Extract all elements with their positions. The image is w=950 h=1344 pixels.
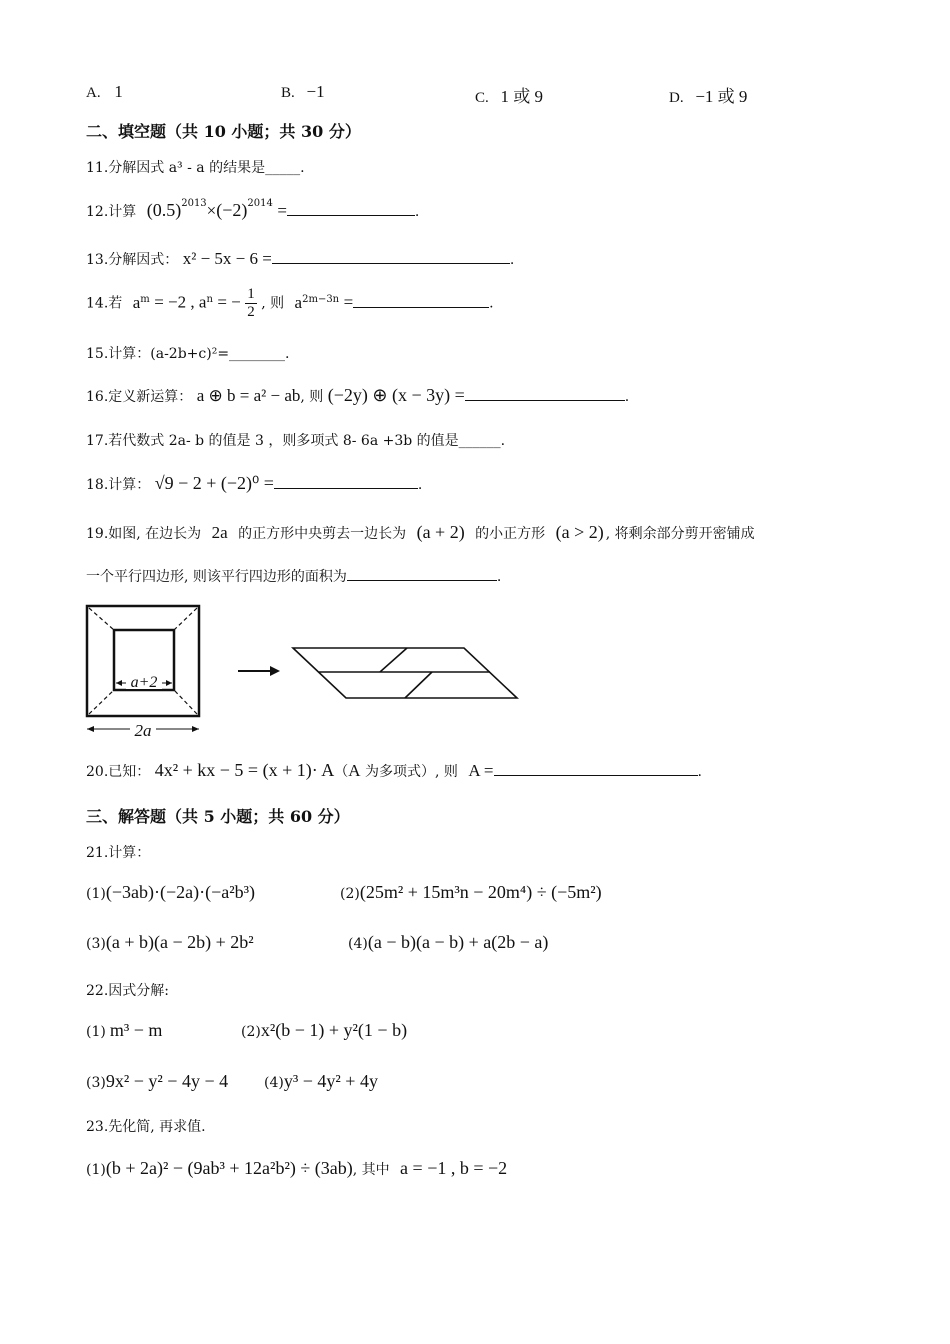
q20-note2: A <box>348 761 361 780</box>
q19-line2: 一个平行四边形, 则该平行四边形的面积为 . <box>86 566 501 586</box>
section3-title: 三、解答题（共 5 小题；共 60 分） <box>86 807 350 826</box>
q21-title: 21.计算： <box>86 845 151 861</box>
option-b-value: −1 <box>306 82 325 101</box>
parallelogram-cut-bottom <box>405 672 432 698</box>
q14-exp-m: m <box>140 293 150 305</box>
option-c-label: C. <box>475 90 489 106</box>
q12-exp2: 2014 <box>247 198 273 209</box>
section2-title: 二、填空题（共 10 小题；共 30 分） <box>86 122 361 141</box>
q14-mid: , 则 <box>261 295 285 312</box>
q19-figure <box>80 598 530 740</box>
q16-prefix: 16.定义新运算： <box>86 389 193 405</box>
inner-label: a+2 <box>130 674 158 691</box>
q21-p1-label: (1) <box>86 886 106 902</box>
q14-exp-2m3n: 2m−3n <box>302 293 340 305</box>
q22-p4-expr: y³ − 4y² + 4y <box>283 1071 378 1091</box>
q18-prefix: 18.计算： <box>86 477 151 493</box>
q19-square-figure <box>87 606 199 740</box>
q13-expr: x² − 5x − 6 = <box>182 249 272 268</box>
q12-base1: (0.5) <box>146 200 182 220</box>
q20-expr: 4x² + kx − 5 = (x + 1)· A <box>154 760 335 780</box>
q22-p2-label: (2) <box>241 1024 261 1040</box>
option-a <box>86 82 123 102</box>
q21-p4-label: (4) <box>348 936 368 952</box>
cut-line-bl <box>89 690 114 714</box>
q12-base2: (−2) <box>216 200 248 220</box>
q22-p1-label: (1) <box>86 1024 106 1040</box>
option-d-label: D. <box>669 90 684 106</box>
q14-frac-num: 1 <box>247 286 255 302</box>
q23-p1 <box>86 1158 507 1179</box>
q12-eq: = <box>277 201 287 220</box>
q20-ans: A = <box>468 761 494 780</box>
q19-parallelogram <box>293 648 517 698</box>
q12-exp1: 2013 <box>181 198 207 209</box>
q13-blank <box>272 249 510 264</box>
q22-p3 <box>86 1071 228 1092</box>
q19-line1g: , 将剩余部分剪开密铺成 <box>605 526 755 542</box>
q20-prefix: 20.已知： <box>86 764 151 780</box>
option-c <box>475 82 543 107</box>
q21-p1 <box>86 882 255 903</box>
q14-fraction <box>245 286 257 321</box>
cut-line-tl <box>89 608 114 630</box>
q12-times: × <box>206 201 217 220</box>
q12: 12.计算 $(0.5)^{2013}\times(-2)^{2014}$ = . <box>86 198 420 220</box>
q19-blank <box>347 566 497 581</box>
q18-expr: √9 − 2 + (−2)⁰ = <box>154 473 274 493</box>
q16-def: a ⊕ b = a² − ab <box>196 386 301 405</box>
q11: 11.分解因式 a³ - a 的结果是_____. <box>86 160 305 176</box>
q14: 14.若 $a^m = -2$ , $a^n$ = − $\frac{1}{2}$ , 则 $a^{2m-3n}$ = . <box>86 286 494 320</box>
parallelogram-outline <box>293 648 517 698</box>
q14-exp-n: n <box>206 293 213 305</box>
outer-label: 2a <box>134 721 152 740</box>
q14-a1: a <box>132 292 141 312</box>
q14-eq1: = −2 , a <box>154 292 207 312</box>
q19-arrow <box>238 666 280 676</box>
option-b <box>281 82 325 102</box>
q23-title: 23.先化简, 再求值. <box>86 1119 206 1135</box>
q18: 18.计算： √9 − 2 + (−2)⁰ = . <box>86 473 423 493</box>
q20-note3: 为多项式）, 则 <box>360 764 458 780</box>
q21-p3-label: (3) <box>86 936 106 952</box>
q19-line1 <box>86 522 755 543</box>
q22-p2 <box>241 1020 407 1041</box>
q17: 17.若代数式 2a- b 的值是 3 ，则多项式 8- 6a +3b 的值是______. <box>86 433 506 449</box>
cut-line-br <box>174 690 197 714</box>
q19-line1c: 的正方形中央剪去一边长为 <box>238 526 407 542</box>
q12-prefix: 12.计算 <box>86 204 137 220</box>
parallelogram-cut-top <box>380 648 407 672</box>
q16-blank <box>465 386 625 401</box>
q22-p2-expr: x²(b − 1) + y²(1 − b) <box>260 1020 408 1040</box>
q22-p1-expr: m³ − m <box>109 1020 163 1040</box>
q15: 15.计算：(a-2b+c)²=________. <box>86 346 290 362</box>
option-d-value: −1 或 9 <box>695 87 748 106</box>
q14-frac-den: 2 <box>247 304 255 320</box>
q23-p1-expr: (b + 2a)² − (9ab³ + 12a²b²) ÷ (3ab) <box>105 1158 353 1178</box>
q22-title: 22.因式分解: <box>86 983 169 999</box>
q21-p2-expr: (25m² + 15m³n − 20m⁴) ÷ (−5m²) <box>359 882 602 902</box>
q22-p4-label: (4) <box>264 1075 284 1091</box>
option-c-value: 1 或 9 <box>500 87 544 106</box>
q21-p4-expr: (a − b)(a − b) + a(2b − a) <box>367 932 549 952</box>
q23-cond: , 其中 <box>352 1162 390 1178</box>
q16-expr: (−2y) ⊕ (x − 3y) = <box>327 385 465 405</box>
q21-p3-expr: (a + b)(a − 2b) + 2b² <box>105 932 254 952</box>
q20-blank <box>494 761 698 776</box>
q21-p1-expr: (−3ab)·(−2a)·(−a²b³) <box>105 882 256 902</box>
q19-line1d: (a + 2) <box>416 522 465 542</box>
q19-line1e: 的小正方形 <box>475 526 546 542</box>
q22-p3-expr: 9x² − y² − 4y − 4 <box>105 1071 229 1091</box>
q14-blank <box>353 293 489 308</box>
q22-p3-label: (3) <box>86 1075 106 1091</box>
q20-note1: （ <box>334 764 349 780</box>
option-a-label: A. <box>86 85 101 101</box>
q18-blank <box>274 474 418 489</box>
q16: 16.定义新运算： a ⊕ b = a² − ab, 则 (−2y) ⊕ (x − 3y) = . <box>86 385 630 405</box>
cut-line-tr <box>174 608 197 630</box>
option-b-label: B. <box>281 85 295 101</box>
q23-vals: a = −1 , b = −2 <box>400 1158 508 1178</box>
q21-p4 <box>348 932 548 953</box>
q13: 13.分解因式： x² − 5x − 6 = . <box>86 249 515 268</box>
q12-blank <box>287 201 415 216</box>
q14-prefix: 14.若 <box>86 295 123 312</box>
q19-line1f: (a > 2) <box>555 522 604 542</box>
q19-line1a: 19.如图, 在边长为 <box>86 526 202 542</box>
q23-p1-label: (1) <box>86 1162 106 1178</box>
option-a-value: 1 <box>114 82 123 101</box>
q21-p2 <box>340 882 602 903</box>
q19-line1b: 2a <box>211 523 228 542</box>
option-d <box>669 82 747 107</box>
q22-p4 <box>264 1071 378 1092</box>
q13-prefix: 13.分解因式： <box>86 252 179 268</box>
q14-eq2: = − <box>217 292 241 312</box>
q20: 20.已知： 4x² + kx − 5 = (x + 1)· A（A 为多项式）, 则 A = . <box>86 760 702 780</box>
q19-line2-text: 一个平行四边形, 则该平行四边形的面积为 <box>86 569 347 585</box>
q16-mid: , 则 <box>300 389 324 405</box>
q14-a2: a <box>294 292 303 312</box>
outer-square <box>87 606 199 716</box>
q22-p1 <box>86 1020 162 1041</box>
q21-p3 <box>86 932 254 953</box>
q14-eq3: = <box>343 292 354 312</box>
q21-p2-label: (2) <box>340 886 360 902</box>
